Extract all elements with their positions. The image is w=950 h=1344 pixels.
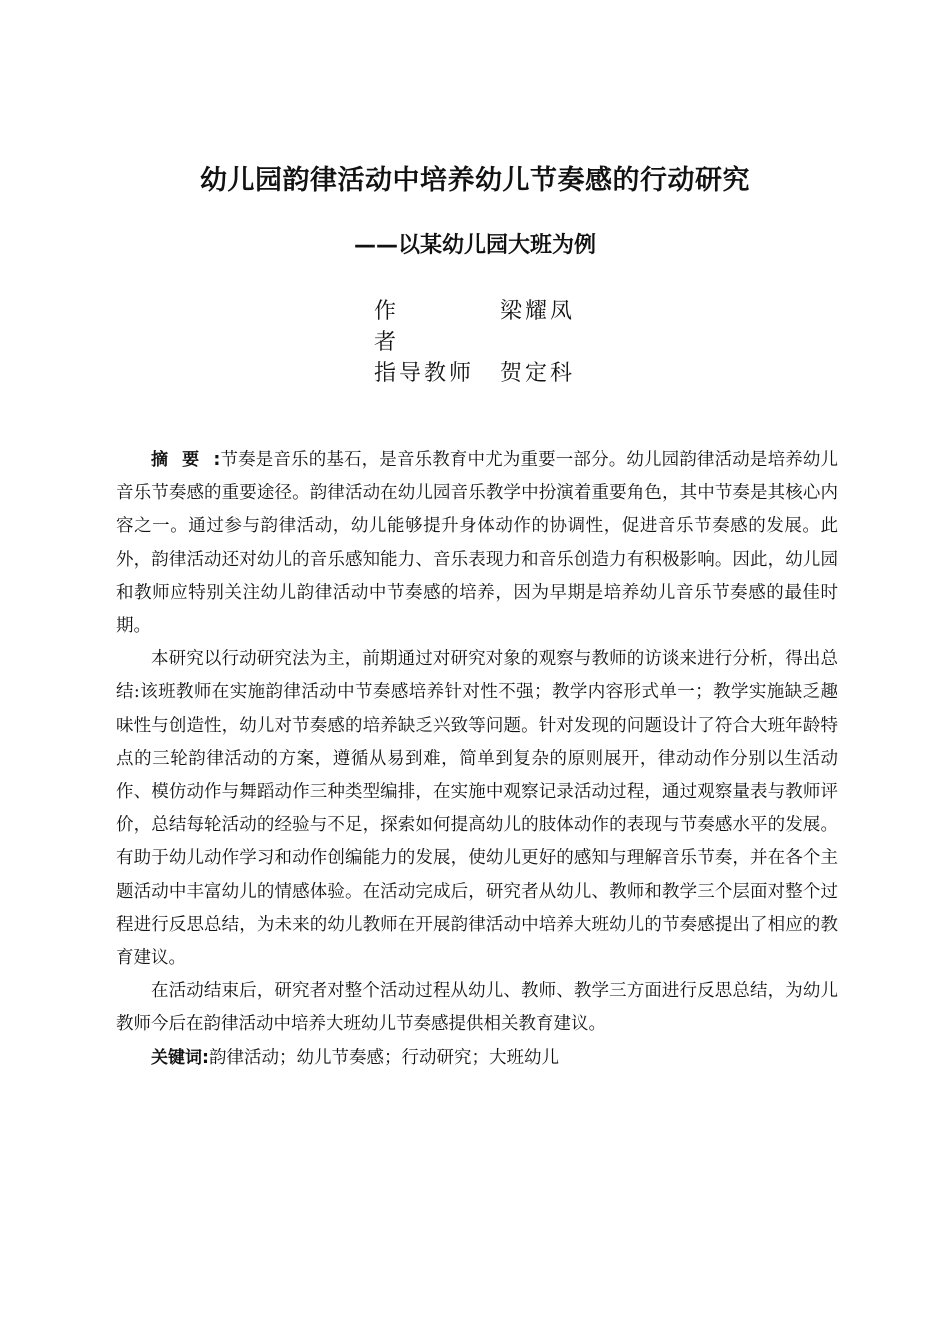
paper-title: 幼儿园韵律活动中培养幼儿节奏感的行动研究 bbox=[200, 165, 750, 196]
paper-subtitle: ——以某幼儿园大班为例 bbox=[353, 233, 596, 258]
keywords-colon: : bbox=[202, 1047, 209, 1068]
advisor-name: 贺定科 bbox=[500, 361, 576, 386]
author-name: 梁耀凤 bbox=[500, 299, 576, 324]
abstract-text-1: 节奏是音乐的基石，是音乐教育中尤为重要一部分。幼儿园韵律活动是培养幼儿音乐节奏感的重要途径。韵律活动在幼儿园音乐教学中扮演着重要角色，其中节奏是其核心内容之一。通过参与韵律活动，幼儿能够提升身体动作的协调性，促进音乐节奏感的发展。此外，韵律活动还对幼儿的音乐感知能力、音乐表现力和音乐创造力有积极影响。因此，幼儿园和教师应特别关注幼儿韵律活动中节奏感的培养，因为早期是培养幼儿音乐节奏感的最佳时期。 bbox=[116, 450, 839, 637]
advisor-line bbox=[374, 356, 575, 387]
abstract-paragraph-3: 在活动结束后，研究者对整个活动过程从幼儿、教师、教学三方面进行反思总结，为幼儿教师今后在韵律活动中培养大班幼儿节奏感提供相关教育建议。 bbox=[116, 981, 838, 1035]
abstract-paragraph-1 bbox=[116, 444, 838, 643]
keywords-label: 关键词 bbox=[151, 1047, 202, 1068]
author-line bbox=[374, 294, 575, 356]
keywords-line bbox=[116, 1042, 838, 1075]
advisor-label: 指导教师 bbox=[374, 361, 475, 386]
abstract-colon: : bbox=[213, 450, 221, 470]
abstract-paragraph-2: 本研究以行动研究法为主，前期通过对研究对象的观察与教师的访谈来进行分析，得出总结:该班教师在实施韵律活动中节奏感培养针对性不强；教学内容形式单一；教学实施缺乏趣味性与创造性，幼儿对节奏感的培养缺乏兴致等问题。针对发现的问题设计了符合大班年龄特点的三轮韵律活动的方案，遵循从易到难，简单到复杂的原则展开，律动动作分别以生活动作、模仿动作与舞蹈动作三种类型编排，在实施中观察记录活动过程，通过观察量表与教师评价，总结每轮活动的经验与不足，探索如何提高幼儿的肢体动作的表现与节奏感水平的发展。有助于幼儿动作学习和动作创编能力的发展，使幼儿更好的感知与理解音乐节奏，并在各个主题活动中丰富幼儿的情感体验。在活动完成后，研究者从幼儿、教师和教学三个层面对整个过程进行反思总结，为未来的幼儿教师在开展韵律活动中培养大班幼儿的节奏感提出了相应的教育建议。 bbox=[116, 649, 838, 969]
author-label: 作者 bbox=[374, 299, 453, 355]
abstract-section bbox=[116, 444, 838, 1075]
abstract-label: 摘要 bbox=[151, 450, 214, 470]
keywords-text: 韵律活动；幼儿节奏感；行动研究；大班幼儿 bbox=[209, 1047, 559, 1068]
